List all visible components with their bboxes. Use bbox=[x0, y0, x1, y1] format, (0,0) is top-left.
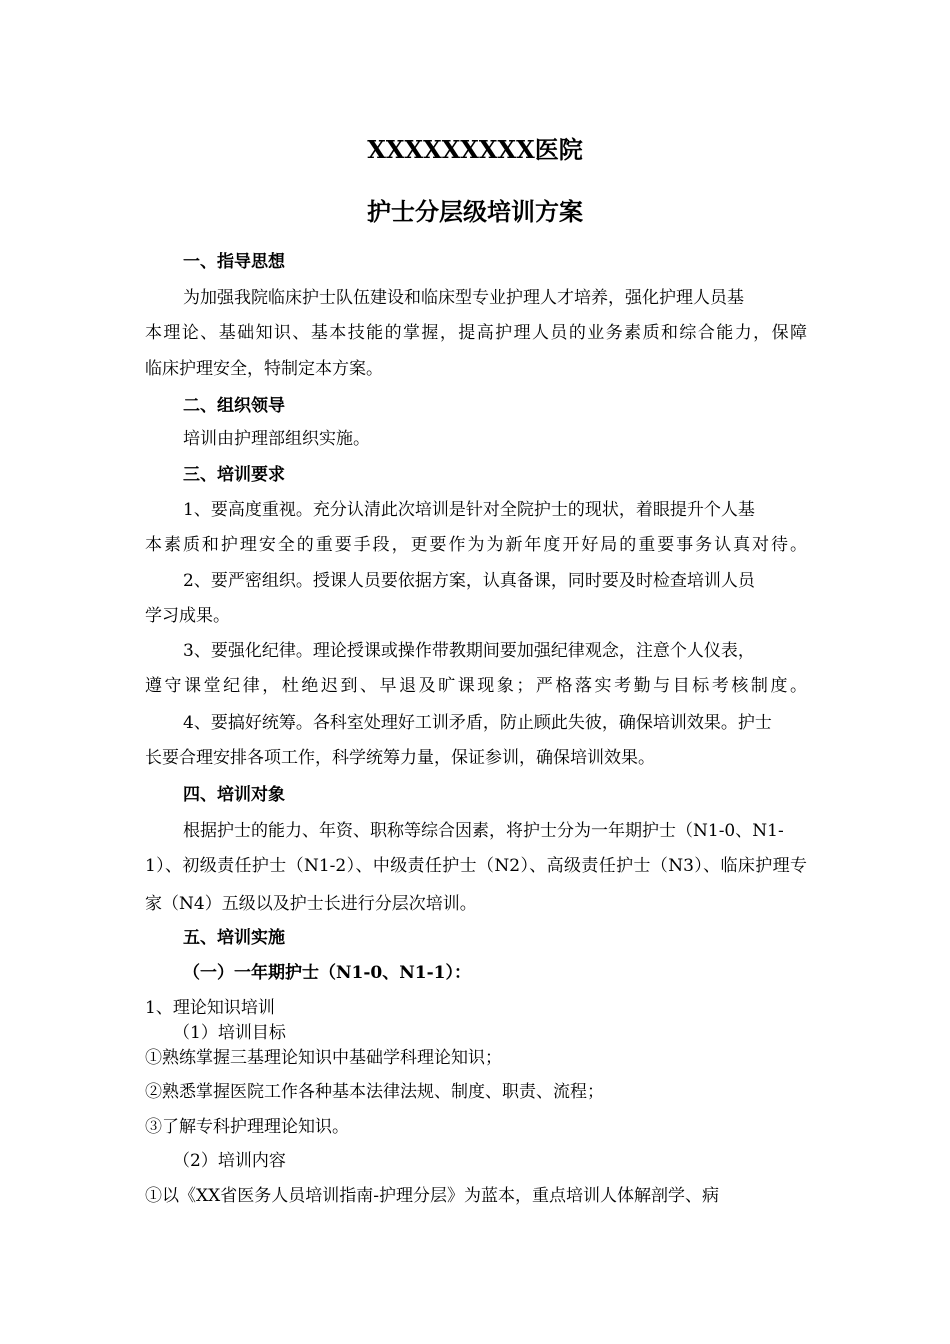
section-heading: 四、培训对象 bbox=[183, 785, 285, 805]
paragraph-line bbox=[145, 322, 950, 344]
list-item: ②熟悉掌握医院工作各种基本法律法规、制度、职责、流程； bbox=[145, 1082, 604, 1102]
paragraph-line-text: 本理论、基础知识、基本技能的掌握，提高护理人员的业务素质和综合能力，保障 bbox=[145, 323, 807, 343]
paragraph-line: 学习成果。 bbox=[145, 606, 230, 626]
plan-title: 护士分层级培训方案 bbox=[367, 197, 583, 226]
paragraph-line-text: 1）、初级责任护士（N1-2）、中级责任护士（N2）、高级责任护士（N3）、临床护理专 bbox=[145, 856, 807, 876]
hospital-title: XXXXXXXXX医院 bbox=[367, 135, 583, 164]
paragraph-line bbox=[145, 675, 950, 697]
paragraph-line bbox=[145, 534, 950, 556]
paragraph-line: 为加强我院临床护士队伍建设和临床型专业护理人才培养，强化护理人员基 bbox=[183, 288, 744, 308]
list-item: ③了解专科护理理论知识。 bbox=[145, 1117, 349, 1137]
section-heading: 一、指导思想 bbox=[183, 252, 285, 272]
paragraph-line: 2、要严密组织。授课人员要依据方案，认真备课，同时要及时检查培训人员 bbox=[183, 571, 755, 591]
paragraph-line-text: 本素质和护理安全的重要手段，更要作为为新年度开好局的重要事务认真对待。 bbox=[145, 535, 807, 555]
paragraph-line: 4、要搞好统筹。各科室处理好工训矛盾，防止顾此失彼，确保培训效果。护士 bbox=[183, 713, 772, 733]
paragraph-line: 长要合理安排各项工作，科学统筹力量，保证参训，确保培训效果。 bbox=[145, 748, 655, 768]
list-item: ①以《XX省医务人员培训指南-护理分层》为蓝本，重点培训人体解剖学、病 bbox=[145, 1186, 719, 1206]
section-heading: 二、组织领导 bbox=[183, 396, 285, 416]
paragraph-line: 1、要高度重视。充分认清此次培训是针对全院护士的现状，着眼提升个人基 bbox=[183, 500, 755, 520]
paragraph-line: 家（N4）五级以及护士长进行分层次培训。 bbox=[145, 894, 477, 914]
paragraph-line: 临床护理安全，特制定本方案。 bbox=[145, 359, 383, 379]
paragraph-line: 根据护士的能力、年资、职称等综合因素，将护士分为一年期护士（N1-0、N1- bbox=[183, 821, 784, 841]
list-item: 1、理论知识培训 bbox=[145, 998, 275, 1018]
section-heading: 五、培训实施 bbox=[183, 928, 285, 948]
paragraph-line: 培训由护理部组织实施。 bbox=[183, 429, 370, 449]
section-heading: 三、培训要求 bbox=[183, 465, 285, 485]
paragraph-line-text: 遵守课堂纪律，杜绝迟到、早退及旷课现象；严格落实考勤与目标考核制度。 bbox=[145, 676, 807, 696]
list-item: （2）培训内容 bbox=[173, 1151, 286, 1171]
paragraph-line: 3、要强化纪律。理论授课或操作带教期间要加强纪律观念，注意个人仪表， bbox=[183, 641, 755, 661]
subsection-heading: （一）一年期护士（N1-0、N1-1）： bbox=[183, 963, 472, 983]
list-item: ①熟练掌握三基理论知识中基础学科理论知识； bbox=[145, 1048, 502, 1068]
list-item: （1）培训目标 bbox=[173, 1023, 286, 1043]
paragraph-line bbox=[145, 855, 950, 877]
